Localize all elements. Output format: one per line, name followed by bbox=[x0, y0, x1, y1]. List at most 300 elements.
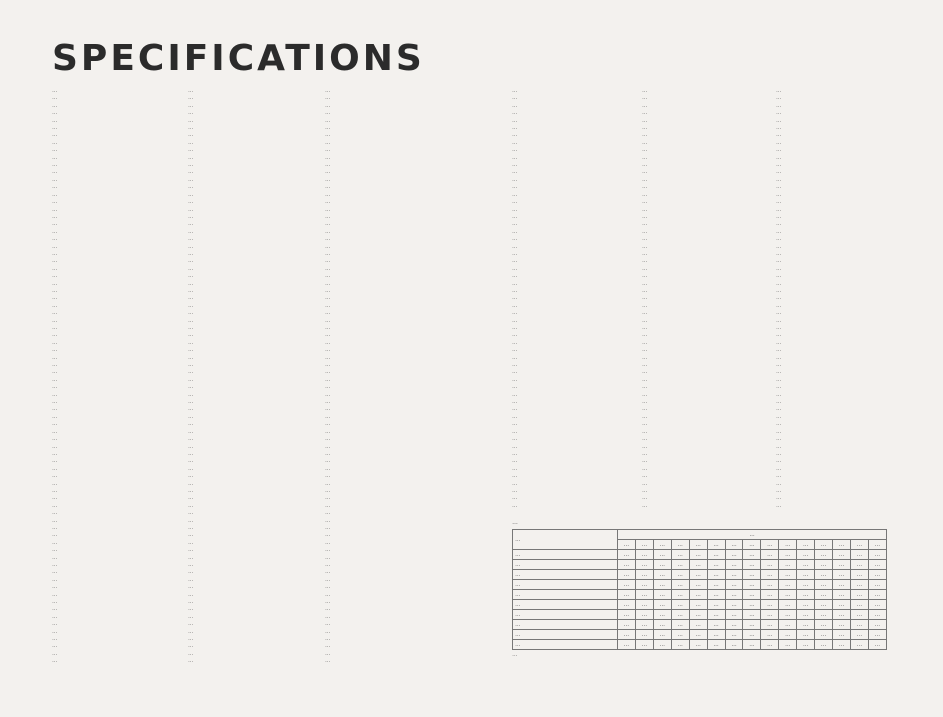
spec-column-6 bbox=[776, 88, 916, 510]
spec-line: … bbox=[52, 658, 58, 665]
spec-line: … bbox=[188, 95, 194, 102]
spec-line: … bbox=[776, 376, 782, 383]
row-value: … bbox=[725, 630, 743, 640]
row-value: … bbox=[618, 630, 636, 640]
row-value: … bbox=[671, 570, 689, 580]
spec-line: … bbox=[52, 369, 58, 376]
spec-line: … bbox=[188, 184, 194, 191]
table-note: … bbox=[512, 652, 518, 658]
spec-line: … bbox=[325, 436, 331, 443]
spec-line: … bbox=[642, 206, 648, 213]
spec-line: … bbox=[776, 206, 782, 213]
spec-line: … bbox=[52, 325, 58, 331]
spec-line: … bbox=[325, 465, 331, 472]
row-value: … bbox=[797, 550, 815, 560]
unit-type-col-header: … bbox=[725, 540, 743, 550]
spec-line: … bbox=[52, 643, 58, 650]
spec-line: … bbox=[188, 576, 194, 583]
table-body bbox=[513, 550, 887, 650]
spec-line: … bbox=[642, 347, 648, 354]
spec-line: … bbox=[512, 191, 518, 198]
spec-line: … bbox=[642, 376, 648, 383]
spec-line: … bbox=[642, 399, 648, 406]
spec-line: … bbox=[512, 362, 518, 369]
row-value: … bbox=[671, 640, 689, 650]
spec-line: … bbox=[325, 310, 331, 317]
row-label: … bbox=[513, 640, 618, 650]
spec-line: … bbox=[52, 125, 58, 132]
spec-line: … bbox=[642, 502, 648, 509]
row-value: … bbox=[833, 560, 851, 570]
spec-line: … bbox=[776, 443, 782, 450]
row-value: … bbox=[779, 640, 797, 650]
row-value: … bbox=[868, 580, 886, 590]
spec-line: … bbox=[325, 450, 331, 457]
spec-line: … bbox=[776, 487, 782, 494]
spec-line: … bbox=[188, 176, 194, 183]
row-value: … bbox=[868, 550, 886, 560]
spec-line: … bbox=[325, 132, 331, 139]
spec-line: … bbox=[188, 376, 194, 383]
spec-line: … bbox=[776, 354, 782, 361]
spec-line: … bbox=[776, 125, 782, 132]
row-value: … bbox=[725, 610, 743, 620]
row-value: … bbox=[635, 560, 653, 570]
spec-line: … bbox=[325, 517, 331, 524]
spec-line: … bbox=[325, 487, 331, 494]
spec-line: … bbox=[642, 125, 648, 132]
spec-line: … bbox=[325, 628, 331, 635]
row-value: … bbox=[689, 570, 707, 580]
spec-line: … bbox=[776, 502, 782, 509]
row-value: … bbox=[850, 630, 868, 640]
spec-line: … bbox=[776, 273, 782, 280]
spec-line: … bbox=[52, 384, 58, 391]
spec-line: … bbox=[52, 332, 58, 339]
spec-line: … bbox=[188, 658, 194, 665]
spec-line: … bbox=[52, 621, 58, 628]
spec-line: … bbox=[776, 110, 782, 117]
row-value: … bbox=[635, 640, 653, 650]
spec-line: … bbox=[642, 458, 648, 465]
row-value: … bbox=[815, 560, 833, 570]
unit-type-col-header: … bbox=[635, 540, 653, 550]
row-value: … bbox=[779, 560, 797, 570]
row-value: … bbox=[850, 620, 868, 630]
row-value: … bbox=[868, 570, 886, 580]
spec-line: … bbox=[325, 280, 331, 287]
spec-line: … bbox=[52, 450, 58, 457]
spec-line: … bbox=[188, 428, 194, 435]
spec-line: … bbox=[325, 147, 331, 154]
spec-line: … bbox=[776, 302, 782, 309]
spec-line: … bbox=[325, 362, 331, 369]
spec-line: … bbox=[642, 473, 648, 480]
spec-line: … bbox=[188, 250, 194, 257]
spec-line: … bbox=[512, 332, 518, 339]
spec-line: … bbox=[188, 139, 194, 146]
spec-line: … bbox=[52, 613, 58, 620]
spec-line: … bbox=[642, 258, 648, 265]
spec-line: … bbox=[188, 125, 194, 132]
spec-line: … bbox=[188, 436, 194, 443]
row-value: … bbox=[779, 610, 797, 620]
row-value: … bbox=[635, 550, 653, 560]
row-value: … bbox=[618, 600, 636, 610]
row-value: … bbox=[779, 570, 797, 580]
spec-line: … bbox=[776, 280, 782, 287]
spec-line: … bbox=[52, 258, 58, 265]
spec-line: … bbox=[642, 302, 648, 309]
spec-line: … bbox=[512, 369, 518, 376]
spec-line: … bbox=[642, 480, 648, 487]
spec-line: … bbox=[512, 487, 518, 494]
spec-line: … bbox=[188, 236, 194, 243]
row-value: … bbox=[671, 620, 689, 630]
unit-type-col-header: … bbox=[689, 540, 707, 550]
unit-type-col-header: … bbox=[868, 540, 886, 550]
spec-line: … bbox=[188, 650, 194, 657]
table-row bbox=[513, 640, 887, 650]
row-value: … bbox=[707, 610, 725, 620]
row-value: … bbox=[707, 590, 725, 600]
row-label: … bbox=[513, 560, 618, 570]
row-value: … bbox=[725, 580, 743, 590]
spec-line: … bbox=[642, 184, 648, 191]
row-value: … bbox=[743, 580, 761, 590]
row-value: … bbox=[761, 550, 779, 560]
row-value: … bbox=[815, 630, 833, 640]
row-value: … bbox=[833, 570, 851, 580]
spec-line: … bbox=[188, 287, 194, 294]
spec-line: … bbox=[325, 599, 331, 606]
spec-line: … bbox=[776, 243, 782, 250]
spec-line: … bbox=[188, 325, 194, 331]
spec-line: … bbox=[325, 154, 331, 161]
unit-type-col-header: … bbox=[815, 540, 833, 550]
row-value: … bbox=[653, 550, 671, 560]
spec-line: … bbox=[188, 473, 194, 480]
spec-line: … bbox=[52, 302, 58, 309]
spec-line: … bbox=[512, 139, 518, 146]
spec-line: … bbox=[512, 436, 518, 443]
spec-line: … bbox=[325, 421, 331, 428]
row-value: … bbox=[618, 620, 636, 630]
row-value: … bbox=[868, 630, 886, 640]
unit-type-col-header: … bbox=[779, 540, 797, 550]
spec-line: … bbox=[512, 384, 518, 391]
spec-line: … bbox=[188, 191, 194, 198]
spec-line: … bbox=[188, 339, 194, 346]
spec-line: … bbox=[188, 317, 194, 324]
row-value: … bbox=[743, 620, 761, 630]
row-value: … bbox=[689, 620, 707, 630]
row-value: … bbox=[707, 570, 725, 580]
spec-line: … bbox=[512, 213, 518, 220]
spec-line: … bbox=[188, 539, 194, 546]
spec-line: … bbox=[512, 125, 518, 132]
spec-line: … bbox=[188, 302, 194, 309]
row-value: … bbox=[797, 560, 815, 570]
spec-line: … bbox=[512, 250, 518, 257]
spec-line: … bbox=[642, 213, 648, 220]
spec-line: … bbox=[776, 332, 782, 339]
row-value: … bbox=[743, 570, 761, 580]
spec-line: … bbox=[642, 450, 648, 457]
spec-line: … bbox=[512, 117, 518, 124]
spec-line: … bbox=[512, 162, 518, 169]
row-label: … bbox=[513, 550, 618, 560]
row-value: … bbox=[618, 550, 636, 560]
spec-line: … bbox=[52, 436, 58, 443]
spec-line: … bbox=[188, 162, 194, 169]
row-value: … bbox=[671, 600, 689, 610]
spec-line: … bbox=[52, 473, 58, 480]
spec-line: … bbox=[52, 132, 58, 139]
row-value: … bbox=[635, 610, 653, 620]
spec-line: … bbox=[642, 199, 648, 206]
spec-line: … bbox=[642, 369, 648, 376]
row-value: … bbox=[707, 550, 725, 560]
row-value: … bbox=[779, 590, 797, 600]
spec-line: … bbox=[512, 132, 518, 139]
row-value: … bbox=[635, 590, 653, 600]
row-value: … bbox=[725, 550, 743, 560]
row-value: … bbox=[797, 580, 815, 590]
spec-line: … bbox=[512, 480, 518, 487]
spec-line: … bbox=[776, 458, 782, 465]
spec-line: … bbox=[52, 95, 58, 102]
spec-line: … bbox=[325, 539, 331, 546]
spec-line: … bbox=[512, 473, 518, 480]
row-value: … bbox=[671, 590, 689, 600]
row-value: … bbox=[815, 550, 833, 560]
spec-line: … bbox=[776, 347, 782, 354]
spec-line: … bbox=[642, 147, 648, 154]
spec-line: … bbox=[52, 517, 58, 524]
spec-line: … bbox=[52, 547, 58, 554]
spec-line: … bbox=[325, 125, 331, 132]
unit-type-col-header: … bbox=[707, 540, 725, 550]
row-value: … bbox=[833, 580, 851, 590]
spec-line: … bbox=[325, 95, 331, 102]
row-value: … bbox=[850, 580, 868, 590]
spec-line: … bbox=[776, 450, 782, 457]
page-title: SPECIFICATIONS bbox=[52, 38, 425, 79]
spec-line: … bbox=[512, 280, 518, 287]
spec-line: … bbox=[188, 354, 194, 361]
table-caption: … bbox=[512, 520, 518, 526]
spec-line: … bbox=[776, 139, 782, 146]
spec-line: … bbox=[188, 643, 194, 650]
row-value: … bbox=[868, 560, 886, 570]
spec-line: … bbox=[52, 458, 58, 465]
spec-line: … bbox=[776, 147, 782, 154]
table-row bbox=[513, 630, 887, 640]
row-value: … bbox=[868, 590, 886, 600]
spec-line: … bbox=[52, 465, 58, 472]
spec-line: … bbox=[52, 176, 58, 183]
spec-line: … bbox=[188, 169, 194, 176]
spec-line: … bbox=[512, 421, 518, 428]
spec-line: … bbox=[188, 495, 194, 502]
spec-line: … bbox=[642, 265, 648, 272]
spec-line: … bbox=[325, 576, 331, 583]
spec-line: … bbox=[512, 95, 518, 102]
row-value: … bbox=[833, 600, 851, 610]
spec-line: … bbox=[325, 562, 331, 568]
spec-line: … bbox=[325, 591, 331, 598]
spec-line: … bbox=[642, 384, 648, 391]
spec-line: … bbox=[52, 510, 58, 517]
spec-line: … bbox=[52, 228, 58, 235]
row-value: … bbox=[833, 640, 851, 650]
spec-line: … bbox=[52, 243, 58, 250]
spec-line: … bbox=[512, 110, 518, 117]
spec-line: … bbox=[188, 110, 194, 117]
spec-line: … bbox=[188, 391, 194, 398]
spec-line: … bbox=[642, 95, 648, 102]
spec-line: … bbox=[642, 465, 648, 472]
spec-line: … bbox=[512, 399, 518, 406]
spec-line: … bbox=[325, 532, 331, 539]
row-value: … bbox=[833, 620, 851, 630]
spec-line: … bbox=[188, 399, 194, 406]
row-value: … bbox=[653, 600, 671, 610]
unit-type-col-header: … bbox=[618, 540, 636, 550]
spec-line: … bbox=[512, 391, 518, 398]
row-value: … bbox=[761, 640, 779, 650]
spec-line: … bbox=[512, 443, 518, 450]
spec-line: … bbox=[642, 354, 648, 361]
row-value: … bbox=[743, 610, 761, 620]
spec-line: … bbox=[52, 487, 58, 494]
spec-line: … bbox=[325, 221, 331, 228]
spec-line: … bbox=[325, 110, 331, 117]
spec-line: … bbox=[512, 236, 518, 243]
spec-line: … bbox=[512, 176, 518, 183]
spec-line: … bbox=[325, 236, 331, 243]
row-value: … bbox=[635, 620, 653, 630]
spec-line: … bbox=[52, 169, 58, 176]
spec-line: … bbox=[325, 510, 331, 517]
table-row bbox=[513, 590, 887, 600]
spec-line: … bbox=[776, 473, 782, 480]
row-label: … bbox=[513, 580, 618, 590]
row-value: … bbox=[689, 550, 707, 560]
spec-line: … bbox=[642, 243, 648, 250]
spec-line: … bbox=[188, 636, 194, 643]
spec-line: … bbox=[512, 347, 518, 354]
spec-line: … bbox=[325, 399, 331, 406]
spec-line: … bbox=[188, 621, 194, 628]
row-value: … bbox=[743, 560, 761, 570]
spec-line: … bbox=[776, 391, 782, 398]
spec-line: … bbox=[325, 176, 331, 183]
spec-line: … bbox=[52, 295, 58, 302]
row-value: … bbox=[797, 630, 815, 640]
spec-line: … bbox=[188, 228, 194, 235]
spec-line: … bbox=[52, 495, 58, 502]
spec-line: … bbox=[776, 362, 782, 369]
row-value: … bbox=[797, 570, 815, 580]
spec-line: … bbox=[512, 317, 518, 324]
spec-line: … bbox=[52, 428, 58, 435]
spec-line: … bbox=[642, 487, 648, 494]
spec-line: … bbox=[776, 406, 782, 413]
spec-line: … bbox=[188, 213, 194, 220]
spec-line: … bbox=[188, 510, 194, 517]
spec-line: … bbox=[776, 162, 782, 169]
spec-line: … bbox=[52, 391, 58, 398]
spec-line: … bbox=[642, 421, 648, 428]
spec-line: … bbox=[52, 280, 58, 287]
spec-line: … bbox=[325, 206, 331, 213]
spec-line: … bbox=[642, 295, 648, 302]
spec-line: … bbox=[642, 154, 648, 161]
spec-line: … bbox=[52, 110, 58, 117]
spec-line: … bbox=[325, 339, 331, 346]
table-row bbox=[513, 580, 887, 590]
spec-line: … bbox=[188, 584, 194, 591]
row-value: … bbox=[635, 580, 653, 590]
spec-line: … bbox=[512, 310, 518, 317]
spec-line: … bbox=[325, 302, 331, 309]
spec-column-4 bbox=[512, 88, 642, 510]
spec-line: … bbox=[512, 206, 518, 213]
spec-line: … bbox=[325, 547, 331, 554]
row-value: … bbox=[618, 590, 636, 600]
spec-line: … bbox=[325, 569, 331, 576]
spec-line: … bbox=[325, 658, 331, 665]
spec-line: … bbox=[776, 199, 782, 206]
spec-line: … bbox=[512, 495, 518, 502]
row-value: … bbox=[689, 590, 707, 600]
row-value: … bbox=[689, 610, 707, 620]
row-value: … bbox=[868, 600, 886, 610]
row-value: … bbox=[815, 570, 833, 580]
spec-line: … bbox=[325, 139, 331, 146]
unit-type-col-header: … bbox=[797, 540, 815, 550]
spec-line: … bbox=[512, 147, 518, 154]
spec-line: … bbox=[642, 339, 648, 346]
spec-line: … bbox=[188, 554, 194, 561]
spec-line: … bbox=[776, 88, 782, 94]
spec-line: … bbox=[52, 184, 58, 191]
row-value: … bbox=[707, 560, 725, 570]
row-value: … bbox=[815, 600, 833, 610]
spec-column-5 bbox=[642, 88, 772, 510]
spec-line: … bbox=[325, 480, 331, 487]
row-value: … bbox=[653, 630, 671, 640]
unit-type-col-header: … bbox=[833, 540, 851, 550]
spec-line: … bbox=[776, 228, 782, 235]
row-value: … bbox=[850, 610, 868, 620]
spec-line: … bbox=[52, 310, 58, 317]
row-value: … bbox=[725, 640, 743, 650]
spec-line: … bbox=[52, 206, 58, 213]
row-value: … bbox=[850, 590, 868, 600]
spec-line: … bbox=[52, 102, 58, 109]
row-value: … bbox=[689, 640, 707, 650]
spec-line: … bbox=[325, 184, 331, 191]
spec-line: … bbox=[188, 606, 194, 613]
spec-line: … bbox=[52, 139, 58, 146]
spec-line: … bbox=[52, 562, 58, 568]
spec-line: … bbox=[325, 287, 331, 294]
row-value: … bbox=[653, 580, 671, 590]
spec-line: … bbox=[512, 458, 518, 465]
